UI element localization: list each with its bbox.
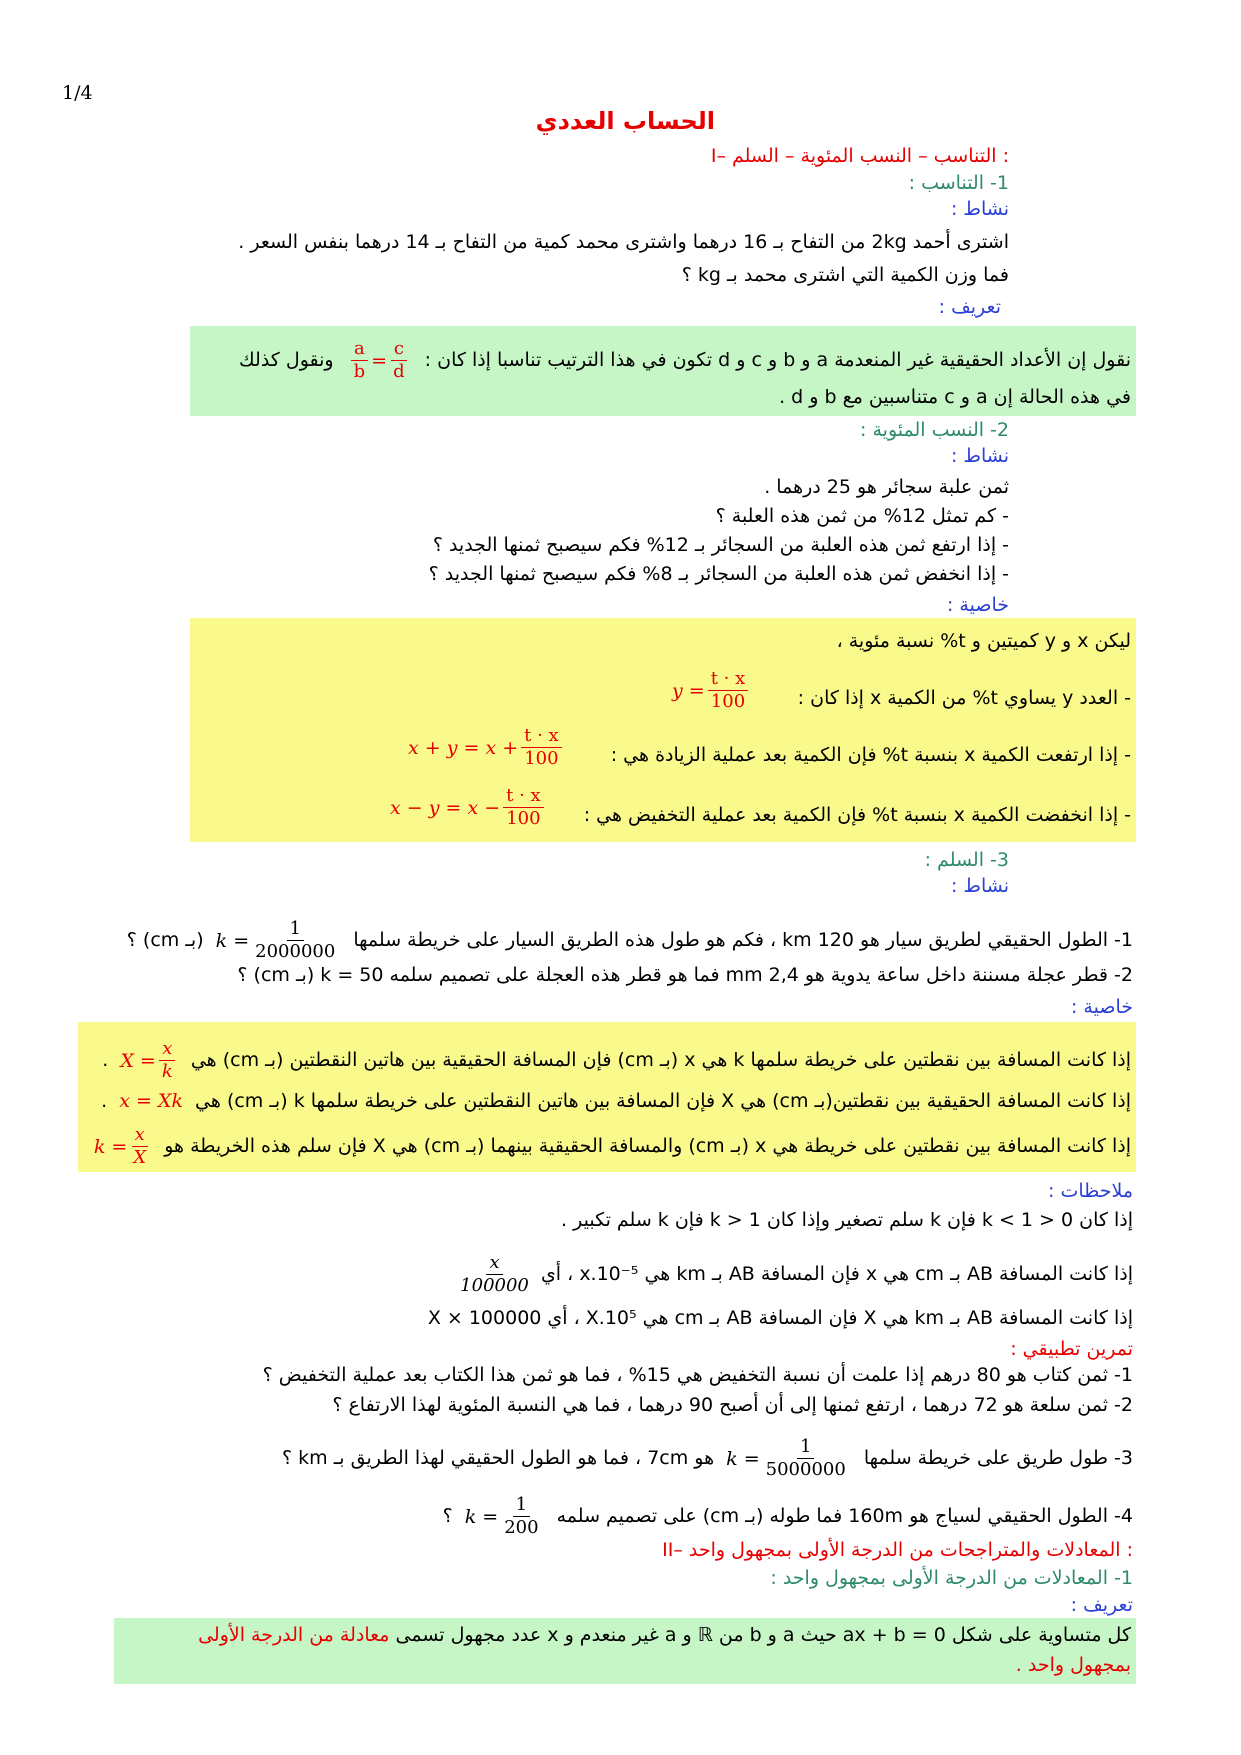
notes-label: ملاحظات :: [1048, 1180, 1133, 1202]
subsection-scale: 3- السلم :: [924, 849, 1009, 871]
exercise-item: 4- الطول الحقيقي لسياج هو 160m فما طوله (بـ cm) على تصميم سلمه k = $\frac{1}{200}$ ؟: [442, 1494, 1133, 1538]
definition-text: [239, 338, 1131, 383]
page-title: الحساب العددي: [535, 107, 715, 135]
scale-formula: k = $\frac{x}{X}$: [93, 1124, 147, 1168]
activity-text: اشترى أحمد 2kg من التفاح بـ 16 درهما واشترى محمد كمية من التفاح بـ 14 درهما بنفس السعر .: [238, 231, 1009, 253]
page-number: 1/4: [62, 82, 93, 104]
proportion-formula: $\frac{a}{b}$ = $\frac{c}{d}$: [348, 338, 411, 383]
exercise-item: 2- ثمن سلعة هو 72 درهما ، ارتفع ثمنها إلى أن أصبح 90 درهما ، فما هي النسبة المئوية لهذا الارتفاع ؟: [332, 1394, 1133, 1416]
activity-label: نشاط :: [950, 875, 1009, 897]
subsection-equations: 1- المعادلات من الدرجة الأولى بمجهول واحد :: [770, 1567, 1133, 1589]
definition-text-2: بمجهول واحد .: [1015, 1654, 1131, 1676]
scale-property-box: [78, 1022, 1136, 1172]
property-text: إذا كانت المسافة بين نقطتين على خريطة هي x (بـ cm) والمسافة الحقيقية بينهما (بـ cm) هي X فإن سلم هذه الخريطة هو k = $\frac{x}{X}$: [93, 1124, 1131, 1168]
equation-definition-box: [114, 1618, 1136, 1684]
activity-label: نشاط :: [950, 445, 1009, 467]
definition-label: تعريف :: [1070, 1594, 1133, 1616]
definition-text-2: في هذه الحالة إن a و c متناسبين مع b و d .: [779, 386, 1131, 408]
property-box: [190, 618, 1136, 842]
activity-text: - كم تمثل 12% من ثمن هذه العلبة ؟: [715, 505, 1009, 527]
section-1-heading: I– التناسب – النسب المئوية – السلم :: [710, 145, 1009, 167]
exercise-item: 1- ثمن كتاب هو 80 درهم إذا علمت أن نسبة التخفيض هي 15% ، فما هو ثمن هذا الكتاب بعد عملية التخفيض ؟: [262, 1364, 1133, 1386]
definition-box: [190, 326, 1136, 416]
definition-text: كل متساوية على شكل ax + b = 0 حيث a و b من ℝ و a غير منعدم و x عدد مجهول تسمى معادلة من الدرجة الأولى: [198, 1624, 1131, 1646]
distance-formula: X = $\frac{x}{k}$: [120, 1038, 178, 1083]
property-label: خاصية :: [946, 594, 1009, 616]
definition-label: تعريف :: [938, 296, 1001, 318]
activity-text: ثمن علبة سجائر هو 25 درهما .: [764, 476, 1009, 498]
property-text: إذا كانت المسافة بين نقطتين على خريطة سلمها k هي x (بـ cm) فإن المسافة الحقيقية بين هاتين النقطتين (بـ cm) هي X = $\frac{x}{k}$ .: [102, 1038, 1131, 1082]
property-text: - العدد y يساوي t% من الكمية x إذا كان :: [797, 687, 1131, 709]
note-text: إذا كانت المسافة AB بـ cm هي x فإن المسافة AB بـ km هي x.10⁻⁵ ، أي $\frac{x}{100000}$: [460, 1252, 1133, 1296]
activity-text: 1- الطول الحقيقي لطريق سيار هو 120 km ، فكم هو طول هذه الطريق السيار على خريطة سلمها k = $\frac{1}{2000000}$ (بـ cm) ؟: [126, 918, 1133, 962]
property-text: إذا كانت المسافة الحقيقية بين نقطتين(بـ cm) هي X فإن المسافة بين هاتين النقطتين على خريطة سلمها k (بـ cm) هي x = Xk .: [101, 1090, 1131, 1112]
activity-text: فما وزن الكمية التي اشترى محمد بـ kg ؟: [681, 264, 1009, 286]
subsection-proportion: 1- التناسب :: [908, 172, 1009, 194]
decrease-formula: x − y = x − $\frac{t \cdot x}{100}$: [390, 785, 547, 830]
exercise-item: 3- طول طريق على خريطة سلمها k = $\frac{1}{5000000}$ هو 7cm ، فما هو الطول الحقيقي لهذا الطريق بـ km ؟: [282, 1436, 1133, 1480]
activity-label: نشاط :: [950, 198, 1009, 220]
property-label: خاصية :: [1070, 996, 1133, 1018]
percent-formula: y = $\frac{t \cdot x}{100}$: [672, 668, 751, 713]
exercise-label: تمرين تطبيقي :: [1010, 1338, 1133, 1360]
definition-line-end: ونقول كذلك: [239, 349, 334, 371]
property-text: - إذا ارتفعت الكمية x بنسبة t% فإن الكمية بعد عملية الزيادة هي :: [610, 744, 1131, 766]
activity-text: - إذا انخفض ثمن هذه العلبة من السجائر بـ 8% فكم سيصبح ثمنها الجديد ؟: [428, 563, 1009, 585]
property-text: - إذا انخفضت الكمية x بنسبة t% فإن الكمية بعد عملية التخفيض هي :: [583, 804, 1131, 826]
activity-text: - إذا ارتفع ثمن هذه العلبة من السجائر بـ 12% فكم سيصبح ثمنها الجديد ؟: [432, 534, 1009, 556]
definition-line: نقول إن الأعداد الحقيقية غير المنعدمة a و b و c و d تكون في هذا الترتيب تناسبا إذا كان :: [424, 349, 1131, 371]
section-2-heading: II– المعادلات والمتراجحات من الدرجة الأولى بمجهول واحد :: [662, 1539, 1133, 1561]
property-text: ليكن x و y كميتين و t% نسبة مئوية ،: [836, 630, 1131, 652]
subsection-percentages: 2- النسب المئوية :: [860, 419, 1009, 441]
map-distance-formula: x = Xk: [119, 1090, 183, 1112]
note-text: إذا كان 0 < k < 1 فإن k سلم تصغير وإذا كان k > 1 فإن k سلم تكبير .: [561, 1209, 1133, 1231]
note-text: إذا كانت المسافة AB بـ km هي X فإن المسافة AB بـ cm هي X.10⁵ ، أي X × 100000: [427, 1307, 1133, 1329]
activity-text: 2- قطر عجلة مسننة داخل ساعة يدوية هو 2,4 mm فما هو قطر هذه العجلة على تصميم سلمه k = 50 (بـ cm) ؟: [237, 964, 1133, 986]
increase-formula: x + y = x + $\frac{t \cdot x}{100}$: [408, 725, 565, 770]
